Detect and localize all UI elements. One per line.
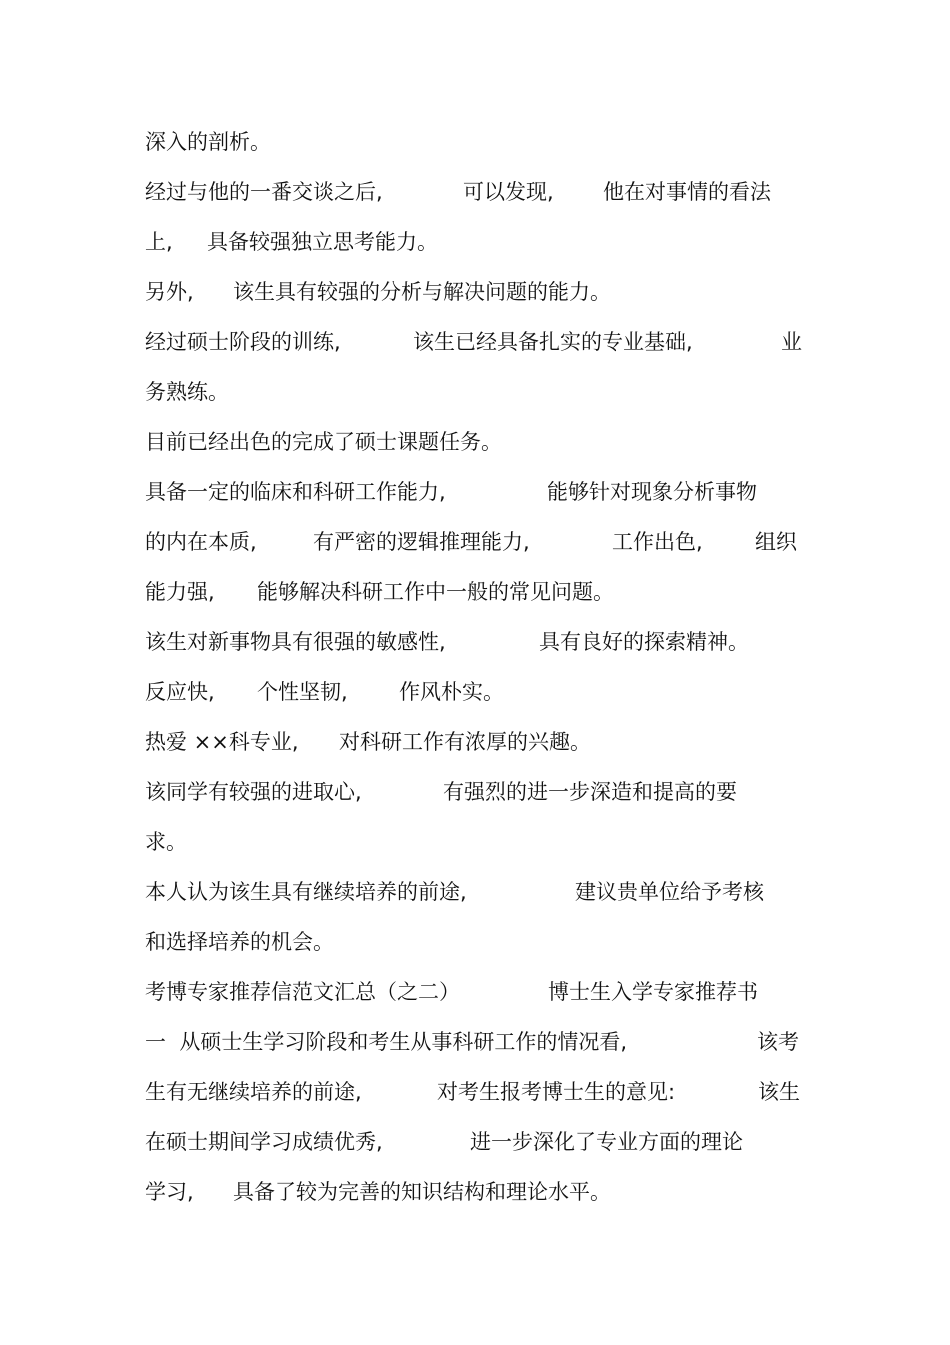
text-line-17	[145, 927, 825, 957]
text-segment: 具备较强独立思考能力。	[207, 230, 438, 254]
text-segment: 该考	[757, 1030, 799, 1054]
text-segment: 对科研工作有浓厚的兴趣。	[339, 730, 591, 754]
text-segment: 对考生报考博士生的意见:	[437, 1080, 676, 1104]
text-segment: 具备了较为完善的知识结构和理论水平。	[233, 1180, 611, 1204]
text-segment: 有强烈的进一步深造和提高的要	[443, 780, 737, 804]
text-segment: 另外,	[145, 280, 194, 304]
text-line-14	[145, 777, 825, 807]
text-segment: 能够针对现象分析事物	[547, 480, 757, 504]
text-segment: 深入的剖析。	[145, 130, 271, 154]
text-segment: 目前已经出色的完成了硕士课题任务。	[145, 430, 502, 454]
text-segment: 该生具有较强的分析与解决问题的能力。	[233, 280, 611, 304]
text-segment: 具备一定的临床和科研工作能力,	[145, 480, 446, 504]
text-segment: 他在对事情的看法	[603, 180, 771, 204]
text-segment: 博士生入学专家推荐书	[548, 980, 758, 1004]
text-line-5	[145, 327, 825, 357]
text-line-18	[145, 977, 825, 1007]
text-segment: 有严密的逻辑推理能力,	[313, 530, 530, 554]
text-line-15	[145, 827, 825, 857]
text-segment: 经过硕士阶段的训练,	[145, 330, 341, 354]
text-segment: 务熟练。	[145, 380, 229, 404]
text-segment: 该生对新事物具有很强的敏感性,	[145, 630, 446, 654]
text-line-6	[145, 377, 825, 407]
text-segment: 在硕士期间学习成绩优秀,	[145, 1130, 383, 1154]
text-line-19	[145, 1027, 825, 1057]
text-line-13	[145, 727, 825, 757]
text-line-10	[145, 577, 825, 607]
text-segment: 能够解决科研工作中一般的常见问题。	[257, 580, 614, 604]
text-line-12	[145, 677, 825, 707]
text-segment: 工作出色,	[612, 530, 703, 554]
text-line-20	[145, 1077, 825, 1107]
text-segment: 个性坚韧,	[257, 680, 348, 704]
text-segment: 进一步深化了专业方面的理论	[470, 1130, 743, 1154]
text-segment: 求。	[145, 830, 187, 854]
text-line-7	[145, 427, 825, 457]
text-line-9	[145, 527, 825, 557]
text-segment: 考博专家推荐信范文汇总（之二）	[145, 980, 460, 1004]
text-segment: 业	[781, 330, 802, 354]
text-line-16	[145, 877, 825, 907]
text-segment: 一 从硕士生学习阶段和考生从事科研工作的情况看,	[145, 1030, 628, 1054]
text-line-8	[145, 477, 825, 507]
text-segment: 经过与他的一番交谈之后,	[145, 180, 383, 204]
text-line-2	[145, 177, 825, 207]
text-segment: 该生已经具备扎实的专业基础,	[413, 330, 693, 354]
text-line-3	[145, 227, 825, 257]
text-segment: 可以发现,	[463, 180, 554, 204]
text-segment: 本人认为该生具有继续培养的前途,	[145, 880, 467, 904]
text-segment: 和选择培养的机会。	[145, 930, 334, 954]
text-segment: 反应快,	[145, 680, 215, 704]
text-line-11	[145, 627, 825, 657]
text-line-1	[145, 127, 825, 157]
text-segment: 作风朴实。	[399, 680, 504, 704]
text-segment: 能力强,	[145, 580, 215, 604]
text-segment: 该生	[758, 1080, 800, 1104]
text-segment: 学习,	[145, 1180, 194, 1204]
text-segment: 的内在本质,	[145, 530, 257, 554]
text-segment: 组织	[755, 530, 797, 554]
text-line-4	[145, 277, 825, 307]
text-segment: 具有良好的探索精神。	[539, 630, 749, 654]
text-line-22	[145, 1177, 825, 1207]
text-segment: 生有无继续培养的前途,	[145, 1080, 362, 1104]
text-segment: 热爱 ××科专业,	[145, 730, 299, 754]
text-segment: 上,	[145, 230, 173, 254]
text-line-21	[145, 1127, 825, 1157]
text-segment: 建议贵单位给予考核	[575, 880, 764, 904]
text-segment: 该同学有较强的进取心,	[145, 780, 362, 804]
